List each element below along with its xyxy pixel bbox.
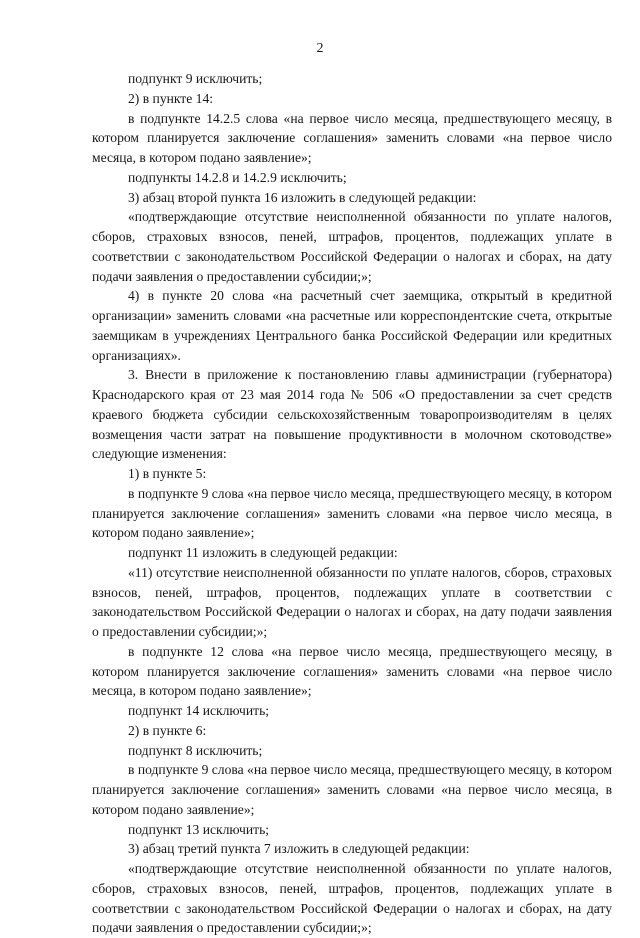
paragraph: в подпункте 12 слова «на первое число месяца, предшествующего месяцу, в котором планируется заключение соглашения» заменить словами «на первое число месяца, в котором подано заявление»;: [92, 643, 612, 699]
page-number: 2: [316, 41, 324, 56]
paragraph: подпункт 13 исключить;: [128, 821, 270, 837]
paragraph: подпункт 14 исключить;: [128, 703, 270, 718]
paragraph: в подпункте 14.2.5 слова «на первое число месяца, предшествующего месяцу, в котором планируется заключение соглашения» заменить словами «на первое число месяца, в котором подано заявление»;: [92, 110, 612, 165]
paragraph: 4) в пункте 20 слова «на расчетный счет заемщика, открытый в кредитной организации» заменить словами «на расчетные или корреспондентские счета, открытые заемщикам в учреждениях Центрального банка Российской Федерации или кредитных организациях».: [92, 288, 612, 363]
paragraph: подпункт 11 изложить в следующей редакции:: [128, 545, 398, 560]
paragraph: 3. Внести в приложение к постановлению главы администрации (губернатора) Краснодарского края от 23 мая 2014 года № 506 «О предоставлении за счет средств краевого бюджета субсидии сельскохозяйственным товаропроизводителям в целях возмещения части затрат на повышение продуктивности в молочном скотоводстве» следующие изменения:: [92, 367, 612, 462]
paragraph: 3) абзац третий пункта 7 изложить в следующей редакции:: [128, 841, 470, 857]
paragraph: подпункт 9 исключить;: [128, 71, 263, 86]
paragraph: подпункты 14.2.8 и 14.2.9 исключить;: [128, 169, 347, 185]
paragraph: 3) абзац второй пункта 16 изложить в следующей редакции:: [128, 189, 477, 205]
paragraph: в подпункте 9 слова «на первое число месяца, предшествующего месяцу, в котором планируется заключение соглашения» заменить словами «на первое число месяца, в котором подано заявление»;: [92, 762, 612, 817]
paragraph: «подтверждающие отсутствие неисполненной обязанности по уплате налогов, сборов, страховых взносов, пеней, штрафов, процентов, подлежащих уплате в соответствии с законодательством Российской Федерации о налогах и сборах, на дату подачи заявления о предоставлении субсидии;»;: [92, 861, 612, 936]
paragraph: «подтверждающие отсутствие неисполненной обязанности по уплате налогов, сборов, страховых взносов, пеней, штрафов, процентов, подлежащих уплате в соответствии с законодательством Российской Федерации о налогах и сборах, на дату подачи заявления о предоставлении субсидии;»;: [92, 209, 612, 284]
paragraph: «11) отсутствие неисполненной обязанности по уплате налогов, сборов, страховых взносов, пеней, штрафов, процентов, подлежащих уплате в соответствии с законодательством Российской Федерации о налогах и сборах, на дату подачи заявления о предоставлении субсидии;»;: [92, 564, 612, 639]
document-body: [92, 69, 612, 938]
paragraph: подпункт 8 исключить;: [128, 742, 263, 758]
paragraph: 2) в пункте 14:: [128, 90, 214, 106]
paragraph: 2) в пункте 6:: [128, 722, 207, 738]
paragraph: 1) в пункте 5:: [128, 466, 207, 481]
paragraph: в подпункте 9 слова «на первое число месяца, предшествующего месяцу, в котором планируется заключение соглашения» заменить словами «на первое число месяца, в котором подано заявление»;: [92, 485, 612, 541]
